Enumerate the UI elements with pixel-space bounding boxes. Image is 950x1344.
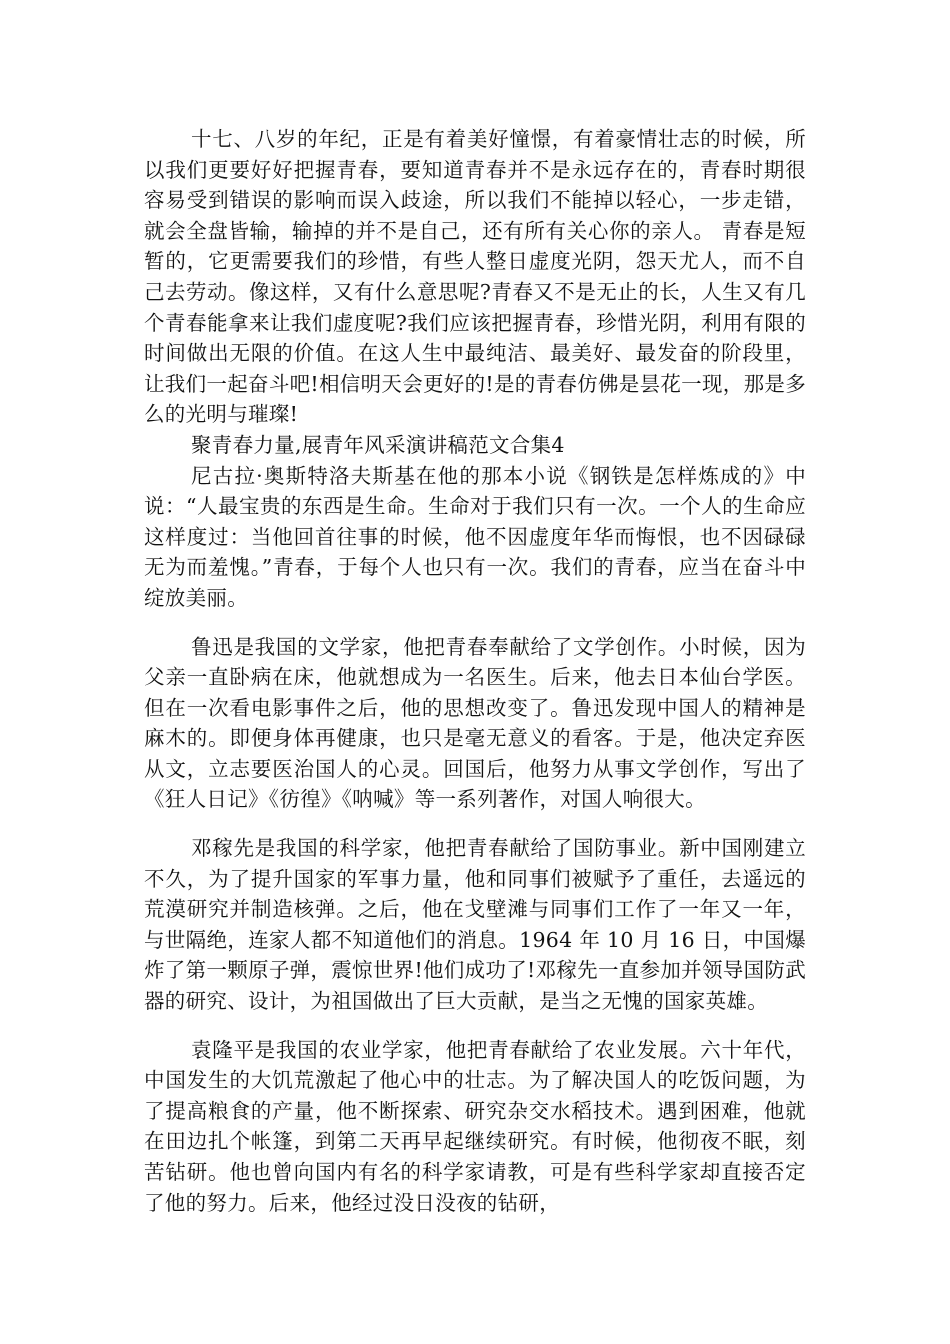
paragraph-ostrovsky-quote: 尼古拉·奥斯特洛夫斯基在他的那本小说《钢铁是怎样炼成的》中说：“人最宝贵的东西是生命。生命对于我们只有一次。一个人的生命应这样度过：当他回首往事的时候，他不因虚度年华而悔恨，也不因碌碌无为而羞愧。”青春，于每个人也只有一次。我们的青春，应当在奋斗中绽放美丽。 [144,463,806,610]
section-heading: 聚青春力量,展青年风采演讲稿范文合集4 [191,432,565,457]
paragraph-youth-reflection: 十七、八岁的年纪，正是有着美好憧憬，有着豪情壮志的时候，所以我们更要好好把握青春，要知道青春并不是永远存在的，青春时期很容易受到错误的影响而误入歧途，所以我们不能掉以轻心，一步走错，就会全盘皆输，输掉的并不是自己，还有所有关心你的亲人。 青春是短暂的，它更需要我们的珍惜，有些人整日虚度光阴，怨天尤人，而不自己去劳动。像这样，又有什么意思呢?青春又不是无止的长，人生又有几个青春能拿来让我们虚度呢?我们应该把握青春，珍惜光阴，利用有限的时间做出无限的价值。在这人生中最纯洁、最美好、最发奋的阶段里，让我们一起奋斗吧!相信明天会更好的!是的青春仿佛是昙花一现，那是多么的光明与璀璨! [144,127,806,427]
paragraph-deng-jiaxian: 邓稼先是我国的科学家，他把青春献给了国防事业。新中国刚建立不久，为了提升国家的军事力量，他和同事们被赋予了重任，去遥远的荒漠研究并制造核弹。之后，他在戈壁滩与同事们工作了一年又一年，与世隔绝，连家人都不知道他们的消息。1964 年 10 月 16 日，中国爆炸了第一颗原子弹，震惊世界!他们成功了!邓稼先一直参加并领导国防武器的研究、设计，为祖国做出了巨大贡献，是当之无愧的国家英雄。 [144,836,806,1014]
document-page [144,124,806,1218]
paragraph-yuan-longping: 袁隆平是我国的农业学家，他把青春献给了农业发展。六十年代，中国发生的大饥荒激起了他心中的壮志。为了解决国人的吃饭问题，为了提高粮食的产量，他不断探索、研究杂交水稻技术。遇到困难，他就在田边扎个帐篷，到第二天再早起继续研究。有时候，他彻夜不眠，刻苦钻研。他也曾向国内有名的科学家请教，可是有些科学家却直接否定了他的努力。后来，他经过没日没夜的钻研， [144,1037,806,1215]
paragraph-lu-xun: 鲁迅是我国的文学家，他把青春奉献给了文学创作。小时候，因为父亲一直卧病在床，他就想成为一名医生。后来，他去日本仙台学医。但在一次看电影事件之后，他的思想改变了。鲁迅发现中国人的精神是麻木的。即便身体再健康，也只是毫无意义的看客。于是，他决定弃医从文，立志要医治国人的心灵。回国后，他努力从事文学创作，写出了《狂人日记》《彷徨》《呐喊》等一系列著作，对国人响很大。 [144,634,806,812]
